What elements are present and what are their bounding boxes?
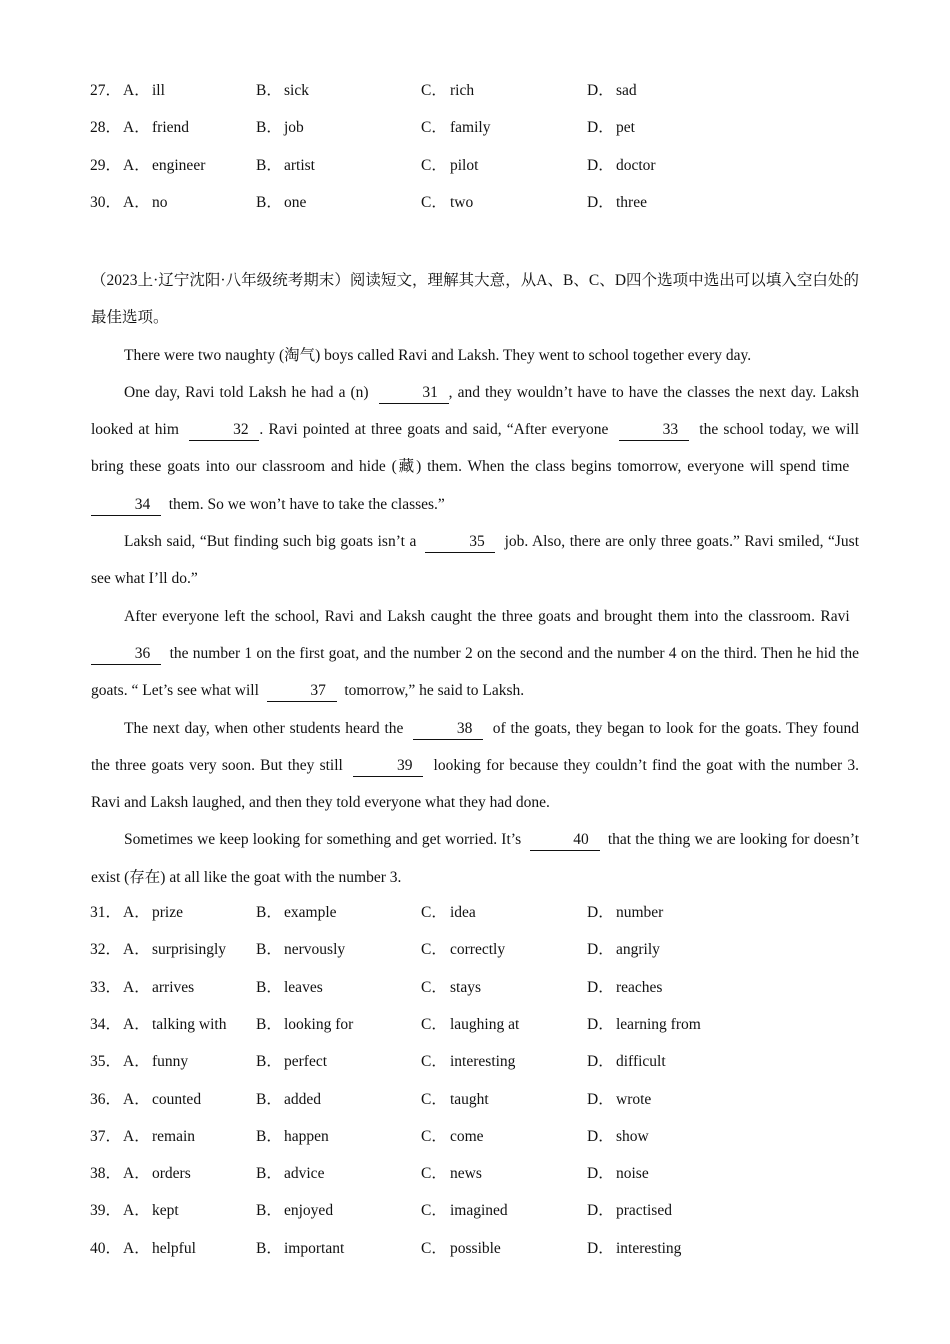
option-letter-d: D． <box>587 156 614 174</box>
option-letter-d: D． <box>587 1165 614 1183</box>
option-d[interactable]: wrote <box>616 1090 652 1108</box>
question-row <box>0 80 950 102</box>
question-row <box>0 939 950 961</box>
option-letter-b: B． <box>256 194 282 212</box>
paragraph-text: Sometimes we keep looking for something and get worried. It’s <box>124 831 522 849</box>
option-a[interactable]: remain <box>152 1127 196 1145</box>
option-d[interactable]: pet <box>616 119 635 137</box>
option-b[interactable]: job <box>284 119 304 137</box>
question-row <box>0 1089 950 1111</box>
question-row <box>0 1014 950 1036</box>
paragraph-text: . Ravi pointed at three goats and said, “After everyone <box>259 421 609 439</box>
paragraph-5 <box>91 710 859 822</box>
option-d[interactable]: practised <box>616 1202 672 1220</box>
option-letter-c: C． <box>421 194 447 212</box>
option-d[interactable]: difficult <box>616 1053 666 1071</box>
option-b[interactable]: looking for <box>284 1015 354 1033</box>
question-row <box>0 117 950 139</box>
option-b[interactable]: artist <box>284 156 315 174</box>
blank-34[interactable]: 34 <box>91 496 161 516</box>
question-number: 33． <box>90 978 122 996</box>
option-a[interactable]: orders <box>152 1165 191 1183</box>
option-b[interactable]: one <box>284 194 307 212</box>
option-b[interactable]: enjoyed <box>284 1202 334 1220</box>
option-letter-a: A． <box>123 1090 150 1108</box>
option-c[interactable]: laughing at <box>450 1015 520 1033</box>
option-c[interactable]: come <box>450 1127 484 1145</box>
blank-39[interactable]: 39 <box>353 757 423 777</box>
paragraph-text: them. So we won’t have to take the classes.” <box>168 495 445 513</box>
option-d[interactable]: sad <box>616 82 637 99</box>
question-number: 28． <box>90 119 122 137</box>
option-letter-c: C． <box>421 1165 447 1183</box>
paragraph-text: the school today, we will bring these goats into our classroom and hide (藏) them. When the class begins tomorrow, everyone will spend time <box>91 421 860 476</box>
question-row <box>0 977 950 999</box>
question-number: 34． <box>90 1015 122 1033</box>
option-b[interactable]: perfect <box>284 1053 328 1071</box>
option-c[interactable]: possible <box>450 1239 501 1257</box>
option-letter-d: D． <box>587 194 614 212</box>
blank-40[interactable]: 40 <box>530 831 600 851</box>
question-row <box>0 155 950 177</box>
option-letter-a: A． <box>123 941 150 959</box>
question-row <box>0 1200 950 1222</box>
option-letter-d: D． <box>587 1239 614 1257</box>
paragraph-text: The next day, when other students heard the <box>124 719 404 737</box>
option-letter-b: B． <box>256 1165 282 1183</box>
question-number: 31． <box>90 904 122 921</box>
option-b[interactable]: advice <box>284 1165 325 1183</box>
option-letter-c: C． <box>421 82 447 99</box>
option-letter-c: C． <box>421 1127 447 1145</box>
option-d[interactable]: doctor <box>616 156 656 174</box>
cloze-passage <box>91 262 859 896</box>
question-row <box>0 1238 950 1260</box>
option-letter-b: B． <box>256 941 282 959</box>
option-c[interactable]: family <box>450 119 491 137</box>
option-letter-a: A． <box>123 1165 150 1183</box>
option-letter-a: A． <box>123 978 150 996</box>
paragraph-text: the number 1 on the first goat, and the number 2 on the second and the number 4 on the third. Then he hid the goats. “ Let’s see what will <box>91 644 860 700</box>
paragraph-text: After everyone left the school, Ravi and Laksh caught the three goats and brought them into the classroom. Ravi <box>124 607 850 625</box>
paragraph-text: , and they wouldn’t have to have the classes the next day. Laksh looked at him <box>91 383 859 439</box>
blank-31[interactable]: 31 <box>379 384 449 404</box>
option-d[interactable]: reaches <box>616 978 663 996</box>
question-row <box>0 192 950 214</box>
paragraph-text: job. Also, there are only three goats.” Ravi smiled, “Just see what I’ll do.” <box>91 533 859 588</box>
option-a[interactable]: funny <box>152 1053 189 1071</box>
option-letter-a: A． <box>123 82 150 99</box>
question-number: 39． <box>90 1202 122 1220</box>
option-letter-c: C． <box>421 1053 447 1071</box>
question-number: 38． <box>90 1165 122 1183</box>
question-row <box>0 1163 950 1185</box>
option-letter-c: C． <box>421 1239 447 1257</box>
option-letter-a: A． <box>123 1239 150 1257</box>
option-letter-a: A． <box>123 1053 150 1071</box>
blank-33[interactable]: 33 <box>619 421 689 441</box>
option-letter-d: D． <box>587 119 614 137</box>
option-letter-d: D． <box>587 1090 614 1108</box>
question-number: 37． <box>90 1127 122 1145</box>
option-b[interactable]: example <box>284 904 337 921</box>
option-letter-d: D． <box>587 1127 614 1145</box>
paragraph-text: tomorrow,” he said to Laksh. <box>344 682 525 700</box>
option-letter-c: C． <box>421 978 447 996</box>
option-d[interactable]: angrily <box>616 941 660 959</box>
option-letter-d: D． <box>587 904 614 921</box>
paragraph-3 <box>91 523 859 598</box>
blank-37[interactable]: 37 <box>267 682 337 702</box>
option-letter-d: D． <box>587 978 614 996</box>
option-letter-a: A． <box>123 156 150 174</box>
option-letter-a: A． <box>123 194 150 212</box>
question-number: 40． <box>90 1239 122 1257</box>
option-c[interactable]: stays <box>450 978 481 996</box>
option-letter-c: C． <box>421 119 447 137</box>
option-letter-b: B． <box>256 904 282 921</box>
option-letter-a: A． <box>123 119 150 137</box>
paragraph-4 <box>91 598 859 710</box>
option-b[interactable]: sick <box>284 82 309 99</box>
option-a[interactable]: prize <box>152 904 183 921</box>
option-a[interactable]: engineer <box>152 156 206 174</box>
option-letter-c: C． <box>421 1090 447 1108</box>
blank-38[interactable]: 38 <box>413 720 483 740</box>
option-letter-c: C． <box>421 1015 447 1033</box>
option-d[interactable]: interesting <box>616 1239 682 1257</box>
option-c[interactable]: pilot <box>450 156 479 174</box>
option-a[interactable]: kept <box>152 1202 179 1220</box>
option-a[interactable]: helpful <box>152 1239 196 1257</box>
paragraph-1: There were two naughty (淘气) boys called Ravi and Laksh. They went to school together every day. <box>124 346 752 364</box>
question-number: 30． <box>90 194 122 212</box>
option-b[interactable]: important <box>284 1239 345 1257</box>
paragraph-text: looking for because they couldn’t find the goat with the number 3. Ravi and Laksh laughed, and then they told everyone what they had done. <box>91 756 860 812</box>
option-letter-b: B． <box>256 1239 282 1257</box>
option-b[interactable]: added <box>284 1090 322 1108</box>
option-letter-b: B． <box>256 1202 282 1220</box>
question-row <box>0 902 950 924</box>
blank-35[interactable]: 35 <box>425 533 495 553</box>
blank-36[interactable]: 36 <box>91 645 161 665</box>
option-a[interactable]: talking with <box>152 1015 227 1033</box>
paragraph-2 <box>91 374 859 523</box>
option-letter-b: B． <box>256 978 282 996</box>
paragraph-text: Laksh said, “But finding such big goats isn’t a <box>124 533 417 551</box>
option-a[interactable]: arrives <box>152 978 195 996</box>
option-letter-c: C． <box>421 941 447 959</box>
option-c[interactable]: correctly <box>450 941 506 959</box>
option-letter-a: A． <box>123 904 150 921</box>
option-c[interactable]: rich <box>450 82 475 99</box>
question-number: 35． <box>90 1053 122 1071</box>
option-letter-d: D． <box>587 941 614 959</box>
option-a[interactable]: surprisingly <box>152 941 227 959</box>
option-letter-d: D． <box>587 1202 614 1220</box>
question-number: 36． <box>90 1090 122 1108</box>
question-number: 29． <box>90 156 122 174</box>
option-c[interactable]: imagined <box>450 1202 508 1220</box>
option-letter-b: B． <box>256 1090 282 1108</box>
instruction-text: （2023上·辽宁沈阳·八年级统考期末）阅读短文，理解其大意，从A、B、C、D四个选项中选出可以填入空白处的最佳选项。 <box>91 272 859 327</box>
option-letter-b: B． <box>256 119 282 137</box>
option-c[interactable]: idea <box>450 904 476 921</box>
option-letter-b: B． <box>256 1053 282 1071</box>
paragraph-text: that the thing we are looking for doesn’t exist (存在) at all like the goat with the number 3. <box>91 831 860 886</box>
option-letter-d: D． <box>587 1053 614 1071</box>
option-letter-b: B． <box>256 1015 282 1033</box>
option-d[interactable]: noise <box>616 1165 649 1183</box>
option-b[interactable]: nervously <box>284 941 346 959</box>
option-letter-c: C． <box>421 156 447 174</box>
option-c[interactable]: taught <box>450 1090 489 1108</box>
option-letter-a: A． <box>123 1127 150 1145</box>
question-number: 32． <box>90 941 122 959</box>
blank-32[interactable]: 32 <box>189 421 259 441</box>
question-row <box>0 1126 950 1148</box>
option-letter-a: A． <box>123 1015 150 1033</box>
option-d[interactable]: three <box>616 194 647 212</box>
option-letter-d: D． <box>587 82 614 99</box>
option-letter-d: D． <box>587 1015 614 1033</box>
option-b[interactable]: leaves <box>284 978 323 996</box>
option-b[interactable]: happen <box>284 1127 329 1145</box>
option-a[interactable]: ill <box>152 82 165 99</box>
question-row <box>0 1051 950 1073</box>
paragraph-text: of the goats, they began to look for the goats. They found the three goats very soon. But they still <box>91 719 860 774</box>
question-number: 27． <box>90 82 122 99</box>
option-a[interactable]: no <box>152 194 168 212</box>
option-letter-c: C． <box>421 1202 447 1220</box>
option-d[interactable]: learning from <box>616 1015 701 1033</box>
option-letter-b: B． <box>256 82 282 99</box>
option-d[interactable]: number <box>616 904 664 921</box>
paragraph-6 <box>91 821 859 896</box>
option-c[interactable]: two <box>450 194 474 212</box>
paragraph-text: One day, Ravi told Laksh he had a (n) <box>124 383 369 401</box>
option-a[interactable]: counted <box>152 1090 202 1108</box>
option-c[interactable]: interesting <box>450 1053 516 1071</box>
option-c[interactable]: news <box>450 1165 482 1183</box>
option-letter-b: B． <box>256 1127 282 1145</box>
option-letter-c: C． <box>421 904 447 921</box>
option-d[interactable]: show <box>616 1127 649 1145</box>
option-letter-b: B． <box>256 156 282 174</box>
option-letter-a: A． <box>123 1202 150 1220</box>
option-a[interactable]: friend <box>152 119 190 137</box>
